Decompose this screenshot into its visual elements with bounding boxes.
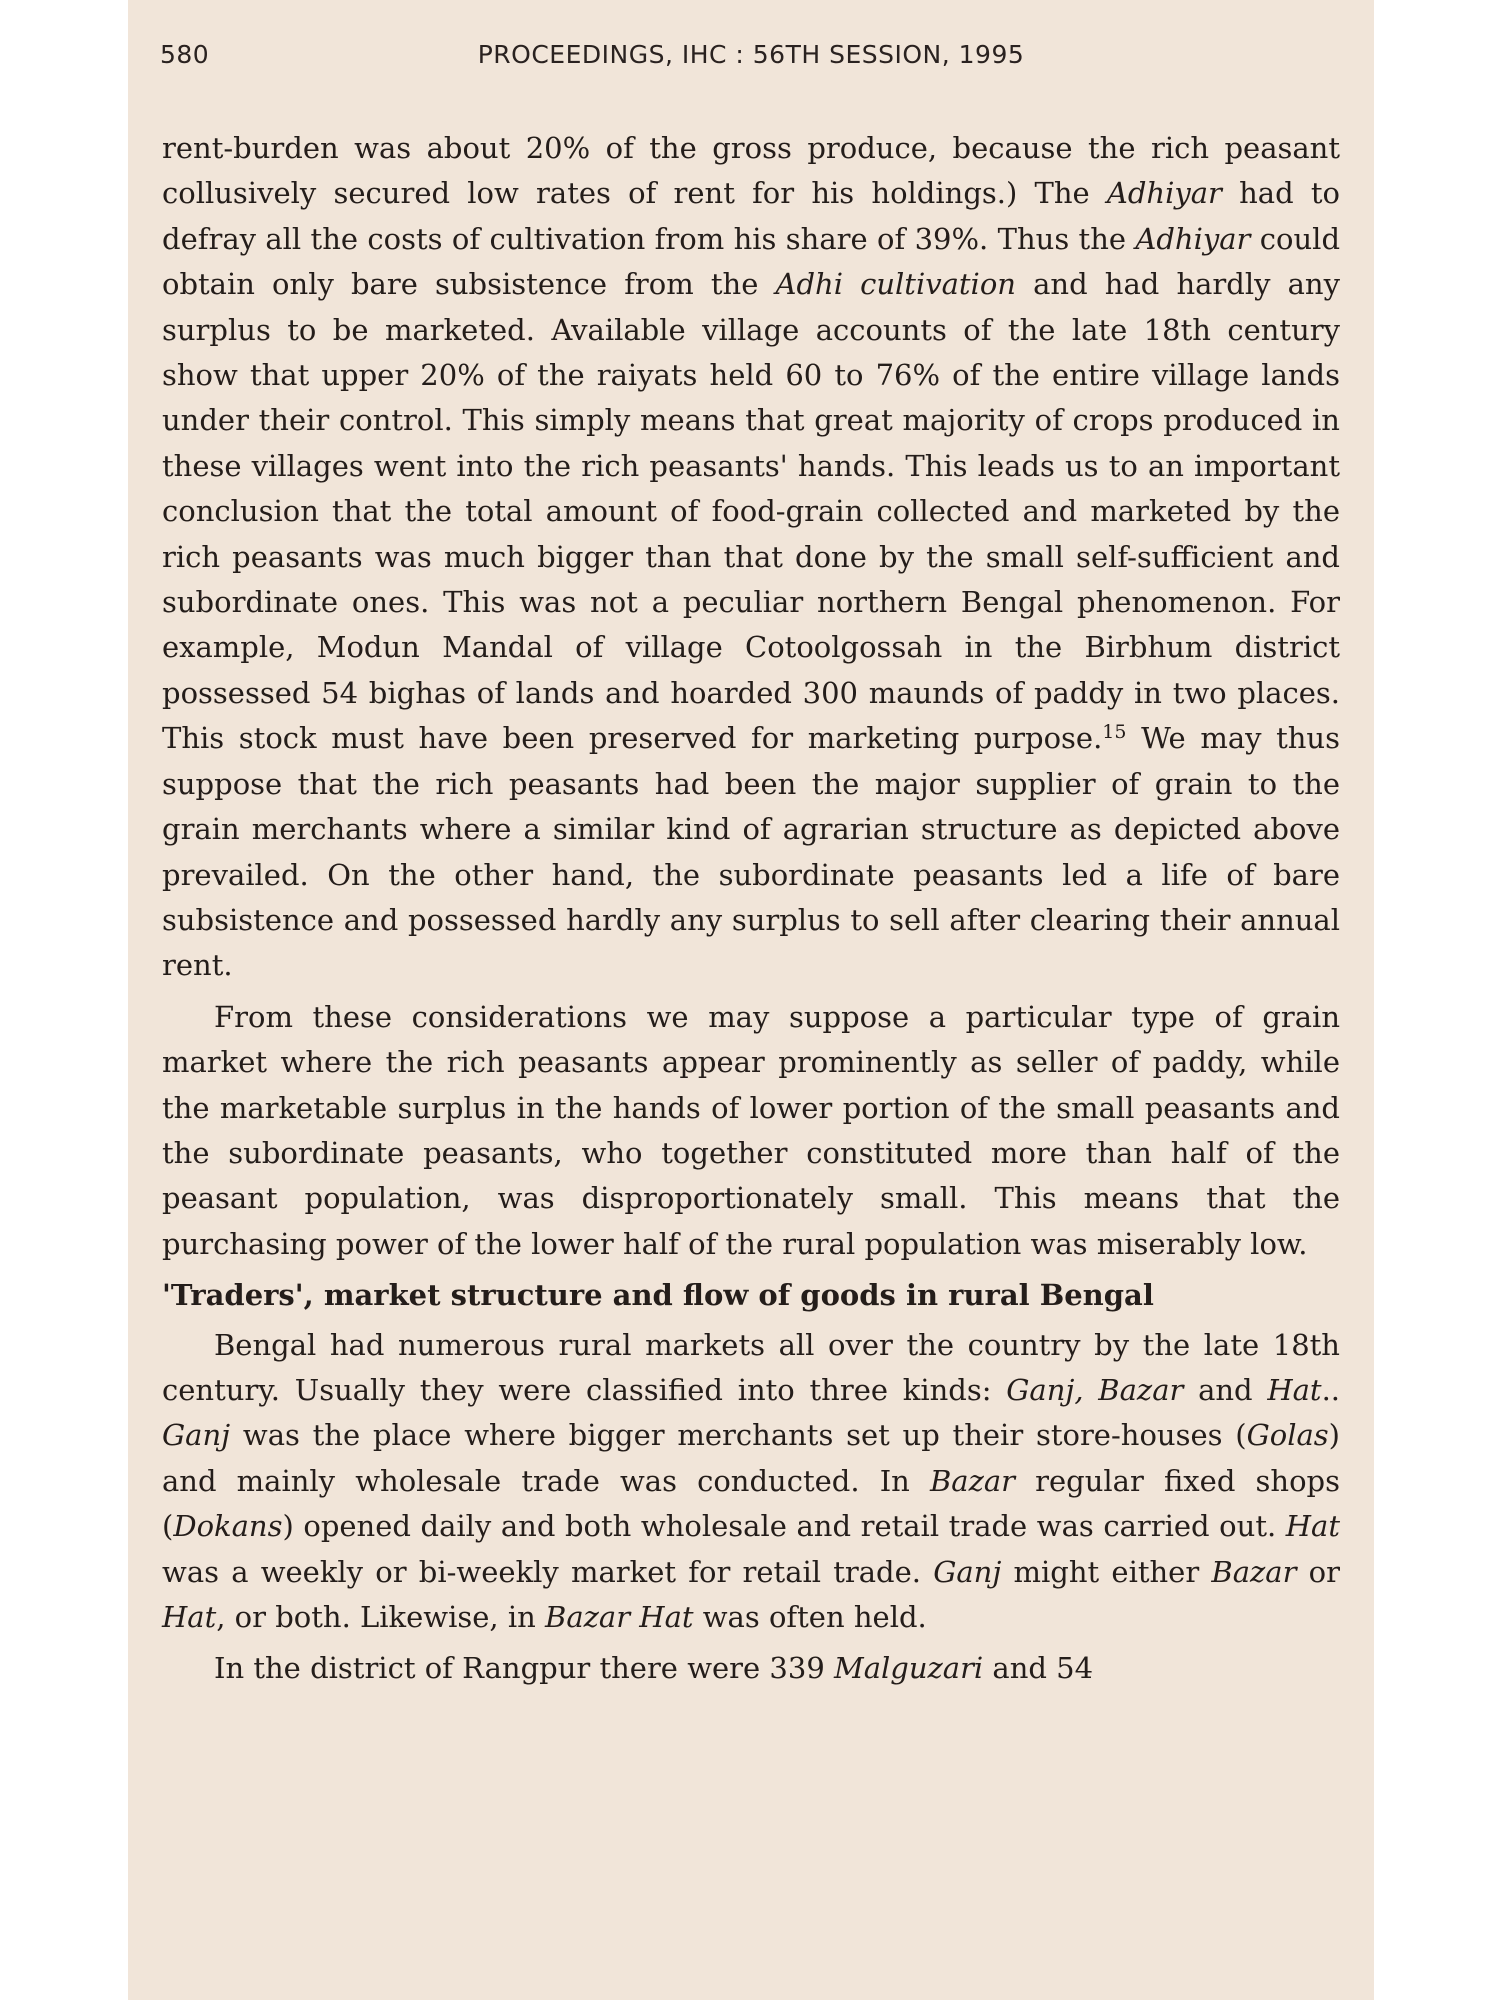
text-run: had to defray all the costs of cultivation from his share of 39%. Thus the xyxy=(162,176,1340,256)
text-run: From these considerations we may suppose a particular type of grain market where the rich peasants appear prominently as seller of paddy, while the marketable surplus in the hands of lower portion of the small peasants and the subordinate peasants, who together constituted more than half of the peasant population, was disproportionately small. This means that the purchasing power of the lower half of the rural population was miserably low. xyxy=(162,999,1340,1261)
body-text xyxy=(162,126,1340,1692)
text-run: was the place where bigger merchants set up their store-houses ( xyxy=(230,1418,1247,1453)
page-header xyxy=(160,40,1342,80)
italic-term: Ganj xyxy=(162,1418,231,1453)
text-run: We may thus suppose that the rich peasants had been the major supplier of grain to the grain merchants where a similar kind of agrarian structure as depicted above prevailed. On the other hand, the subordinate peasants led a life of bare subsistence and possessed hardly any surplus to sell after clearing their annual rent. xyxy=(162,721,1340,983)
text-run: Bengal had numerous rural markets all over the country by the late 18th century. Usually they were classified into three kinds: xyxy=(162,1327,1340,1407)
running-head: PROCEEDINGS, IHC : 56TH SESSION, 1995 xyxy=(477,40,1025,69)
text-run: or xyxy=(1296,1554,1340,1589)
scan-margin-right xyxy=(1374,0,1500,2000)
scan-margin-left xyxy=(0,0,128,2000)
italic-term: Ganj xyxy=(933,1554,1002,1589)
paragraph-2 xyxy=(162,995,1340,1267)
italic-term: Hat xyxy=(1285,1509,1340,1544)
footnote-marker: 15 xyxy=(1102,721,1127,744)
italic-term: Hat xyxy=(1267,1372,1322,1407)
italic-term: Dokans xyxy=(173,1509,283,1544)
text-run: could obtain only bare subsistence from the xyxy=(162,221,1341,302)
text-run: , or both. Likewise, in xyxy=(216,1600,546,1634)
italic-term: Hat xyxy=(162,1600,217,1634)
italic-term: Adhiyar xyxy=(1135,221,1251,256)
section-heading: 'Traders', market structure and flow of goods in rural Bengal xyxy=(162,1278,1154,1313)
text-run: ) opened daily and both wholesale and retail trade was carried out. xyxy=(282,1509,1286,1544)
italic-term: Bazar xyxy=(929,1463,1016,1498)
text-run: ) and mainly wholesale trade was conducted. In xyxy=(162,1418,1340,1498)
italic-term: Adhi cultivation xyxy=(775,267,1016,302)
text-run: and 54 xyxy=(983,1651,1094,1686)
text-run: was often held. xyxy=(693,1600,927,1634)
italic-term: Bazar xyxy=(1211,1554,1297,1589)
book-page xyxy=(128,0,1374,2000)
text-run: In the district of Rangpur there were 339 xyxy=(214,1651,834,1686)
paragraph-1 xyxy=(162,126,1340,989)
paragraph-3 xyxy=(162,1323,1340,1641)
text-run: and xyxy=(1183,1372,1268,1407)
text-run: might either xyxy=(1001,1554,1212,1589)
text-run: .. xyxy=(1321,1372,1341,1407)
text-run: was a weekly or bi-weekly market for retail trade. xyxy=(162,1554,934,1589)
text-run: regular fixed shops ( xyxy=(162,1463,1340,1544)
italic-term: Adhiyar xyxy=(1106,176,1222,211)
page-number: 580 xyxy=(160,40,210,69)
italic-term: Malguzari xyxy=(834,1651,984,1686)
italic-term: Bazar Hat xyxy=(545,1600,694,1634)
italic-term: Golas xyxy=(1246,1418,1329,1453)
italic-term: Ganj, Bazar xyxy=(1006,1372,1184,1407)
text-run: and had hardly any surplus to be marketed. Available village accounts of the late 18th century show that upper 20% of the raiyats held 60 to 76% of the entire village lands under their control. This simply means that great majority of crops produced in these villages went into the rich peasants' hands. This leads us to an important conclusion that the total amount of food-grain collected and marketed by the rich peasants was much bigger than that done by the small self-sufficient and subordinate ones. This was not a peculiar northern Bengal phenomenon. For example, Modun Mandal of village Cotoolgossah in the Birbhum district possessed 54 bighas of lands and hoarded 300 maunds of paddy in two places. This stock must have been preserved for marketing purpose. xyxy=(162,267,1340,756)
paragraph-4 xyxy=(162,1646,1340,1691)
text-run: rent-burden was about 20% of the gross produce, because the rich peasant collusively secured low rates of rent for his holdings.) The xyxy=(162,131,1340,211)
